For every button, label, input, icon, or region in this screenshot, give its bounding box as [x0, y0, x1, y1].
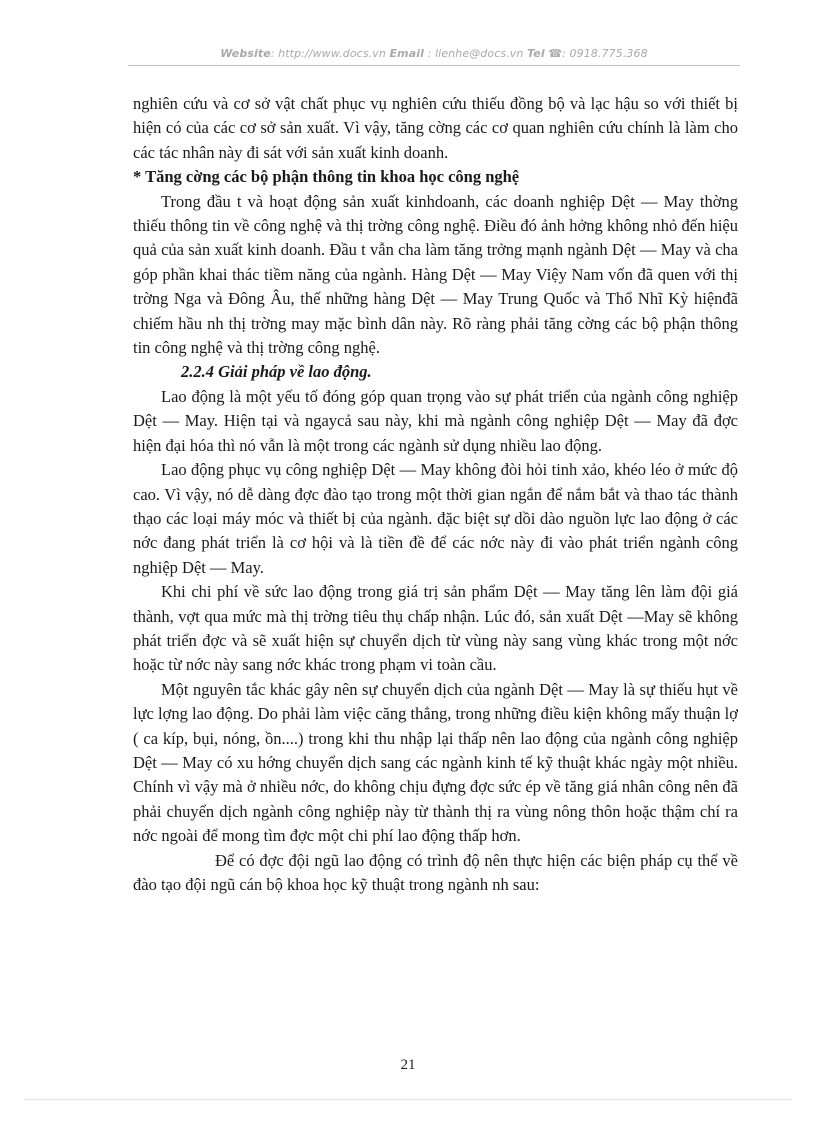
paragraph-continuation: nghiên cứu và cơ sở vật chất phục vụ nghiên cứu thiếu đồng bộ và lạc hậu so với thiết bị hiện có của các cơ sở sản xuất. Vì vậy, tăng cờng các cơ quan nghiên cứu chính là làm cho các tác nhân này đi sát với sản xuất kinh doanh. [133, 94, 738, 162]
page-number: 21 [400, 1057, 416, 1073]
section-heading-labor: 2.2.4 Giải pháp về lao động. [181, 362, 372, 382]
paragraph-info: Trong đầu t và hoạt động sản xuất kinhdoanh, các doanh nghiệp Dệt — May thờng thiếu thông tin về công nghệ và thị trờng công nghệ. Điều đó ảnh hởng không nhỏ đến hiệu quả của sản xuất kinh doanh. Đầu t vẫn cha làm tăng trởng mạnh ngành Dệt — May và cha góp phần khai thác tiềm năng của ngành. Hàng Dệt — May Việy Nam vốn đã quen với thị trờng Nga và Đông Âu, thế những hàng Dệt — May Trung Quốc và Thổ Nhĩ Kỳ hiệnđã chiếm hầu nh thị trờng may mặc bình dân này. Rõ ràng phải tăng cờng các bộ phận thông tin công nghệ và thị trờng công nghệ. [133, 191, 738, 358]
page-header [128, 47, 740, 60]
tel-label: Tel [527, 47, 545, 60]
document-body [133, 92, 738, 897]
tel-value: ☎: 0918.775.368 [548, 47, 648, 60]
email-value: : lienhe@docs.vn [427, 47, 524, 60]
paragraph-labor-4: Một nguyên tắc khác gây nên sự chuyển dịch của ngành Dệt — May là sự thiếu hụt về lực lợng lao động. Do phải làm việc căng thẳng, trong những điều kiện không mấy thuận lợ ( ca kíp, bụi, nóng, ồn....) trong khi thu nhập lại thấp nên lao động của ngành công nghiệp Dệt — May có xu hớng chuyển dịch sang các ngành kinh tế kỹ thuật khác ngày một nhiều. Chính vì vậy mà ở nhiều nớc, do không chịu đựng đợc sức ép về tăng giá nhân công nên đã phải chuyển dịch ngành công nghiệp này từ thành thị ra vùng nông thôn hoặc thậm chí ra nớc ngoài để mong tìm đợc một chi phí lao động thấp hơn. [133, 679, 738, 846]
header-divider [128, 65, 740, 66]
email-label: Email [389, 47, 424, 60]
paragraph-labor-3: Khi chi phí về sức lao động trong giá trị sản phẩm Dệt — May tăng lên làm đội giá thành, vợt qua mức mà thị trờng tiêu thụ chấp nhận. Lúc đó, sản xuất Dệt —May sẽ không phát triển đợc và sẽ xuất hiện sự chuyển dịch từ vùng này sang vùng khác trong một nớc hoặc từ nớc này sang nớc khác trong phạm vi toàn cầu. [133, 582, 738, 675]
website-label: Website [220, 47, 271, 60]
website-value: : http://www.docs.vn [270, 47, 386, 60]
section-heading-info: * Tăng cờng các bộ phận thông tin khoa học công nghệ [133, 167, 520, 187]
paragraph-labor-5: Để có đợc đội ngũ lao động có trình độ nên thực hiện các biện pháp cụ thể về đào tạo đội ngũ cán bộ khoa học kỹ thuật trong ngành nh sau: [133, 850, 738, 894]
footer-divider [25, 1099, 791, 1100]
paragraph-labor-2: Lao động phục vụ công nghiệp Dệt — May không đòi hỏi tinh xảo, khéo léo ở mức độ cao. Vì vậy, nó dễ dàng đợc đào tạo trong một thời gian ngắn để nắm bắt và thao tác thành thạo các loại máy móc và thiết bị của ngành. đặc biệt sự dồi dào nguồn lực lao động ở các nớc đang phát triển là cơ hội và là tiền đề để các nớc này đi vào phát triển ngành công nghiệp Dệt — May. [133, 460, 738, 577]
paragraph-labor-1: Lao động là một yếu tố đóng góp quan trọng vào sự phát triển của ngành công nghiệp Dệt — May. Hiện tại và ngaycả sau này, khi mà ngành công nghiệp Dệt — May đã đợc hiện đại hóa thì nó vẫn là một trong các ngành sử dụng nhiều lao động. [133, 386, 738, 455]
